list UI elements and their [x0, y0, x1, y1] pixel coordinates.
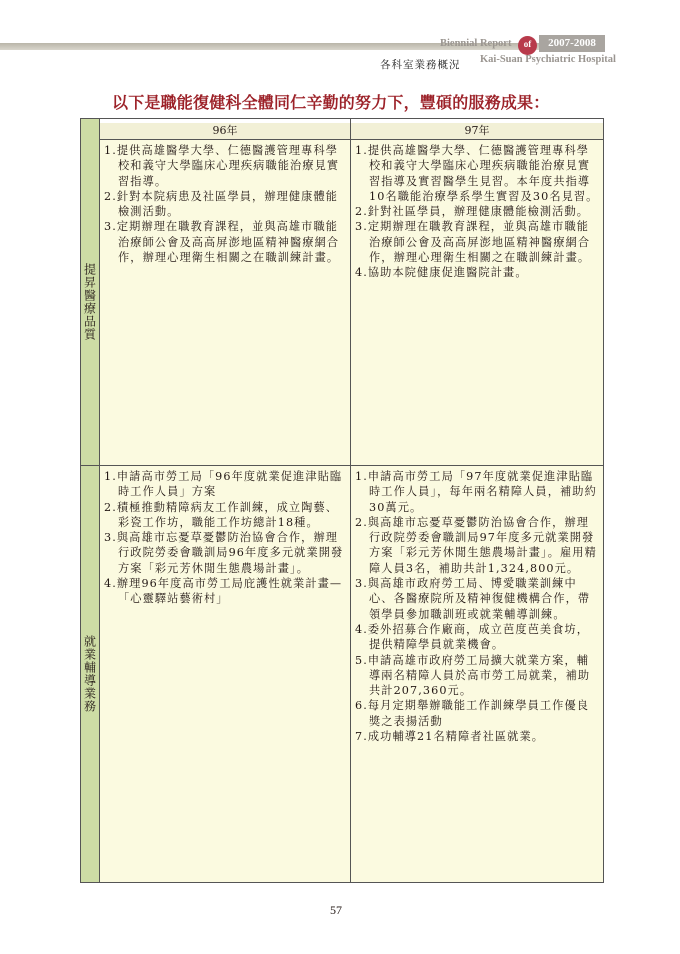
column-header-97: 97年 — [351, 123, 603, 140]
grid-line — [99, 119, 100, 882]
list-item: 6.每月定期舉辦職能工作訓練學員工作優良獎之表揚活動 — [355, 699, 590, 728]
report-label: Biennial Report — [440, 38, 512, 49]
cell-quality-96 — [100, 140, 350, 465]
cell-employment-97 — [351, 466, 603, 882]
list-item: 2.針對社區學員，辦理健康體能檢測活動。 — [355, 205, 590, 219]
list-item: 7.成功輔導21名精障者社區就業。 — [355, 730, 545, 744]
list-item: 4.委外招募合作廠商，成立芭度芭美食坊，提供精障學員就業機會。 — [355, 622, 590, 652]
list-item: 2.與高雄市忘憂草憂鬱防治協會合作，辦理行政院勞委會職訓局97年度多元就業開發方案「彩元芳休閒生態農場計畫」。雇用精障人員3名，補助共計1,324,800元。 — [355, 515, 597, 575]
row-label-quality-column — [81, 123, 99, 465]
section-title: 各科室業務概況 — [380, 59, 461, 71]
row-label-employment-column — [81, 466, 99, 882]
list-item: 4.協助本院健康促進醫院計畫。 — [355, 266, 528, 280]
list-item: 3.與高雄市政府勞工局、博愛職業訓練中心、各醫療院所及精神復健機構合作，帶領學員參加職訓班或就業輔導訓練。 — [355, 577, 591, 621]
list-item: 3.定期辦理在職教育課程，並與高雄市職能治療師公會及高高屏澎地區精神醫療網合作，辦理心理衛生相關之在職訓練計畫。 — [355, 220, 591, 265]
report-of-badge: of — [518, 36, 537, 55]
service-results-table — [80, 118, 604, 883]
grid-line — [350, 119, 351, 882]
row-label-quality: 提昇醫療品質 — [82, 263, 97, 341]
page-headline: 以下是職能復健科全體同仁辛勤的努力下，豐碩的服務成果： — [112, 93, 550, 112]
list-item: 3.與高雄市忘憂草憂鬱防治協會合作，辦理行政院勞委會職訓局96年度多元就業開發方案「彩元芳休閒生態農場計畫」。 — [104, 531, 344, 575]
list-item: 2.積極推動精障病友工作訓練，成立陶藝、彩瓷工作坊，職能工作坊總計18種。 — [104, 500, 339, 529]
grid-line — [81, 465, 99, 466]
list-item: 1.提供高雄醫學大學、仁德醫護管理專科學校和義守大學臨床心理疾病職能治療見實習指導及實習醫學生見習。本年度共指導10名職能治療學系學生實習及30名見習。 — [355, 144, 599, 203]
list-item: 2.針對本院病患及社區學員，辦理健康體能檢測活動。 — [104, 189, 339, 219]
list-item: 4.辦理96年度高市勞工局庇護性就業計畫—「心靈驛站藝術村」 — [104, 577, 343, 606]
cell-employment-96 — [100, 466, 350, 882]
list-item: 1.申請高市勞工局「96年度就業促進津貼臨時工作人員」方案 — [104, 470, 343, 499]
list-item: 1.提供高雄醫學大學、仁德醫護管理專科學校和義守大學臨床心理疾病職能治療見實習指導。 — [104, 144, 340, 188]
cell-quality-97 — [351, 140, 603, 465]
report-years: 2007-2008 — [539, 35, 605, 52]
column-header-96: 96年 — [100, 123, 350, 140]
row-label-employment: 就業輔導業務 — [82, 635, 97, 713]
grid-line — [99, 465, 603, 466]
hospital-name: Kai-Suan Psychiatric Hospital — [480, 54, 616, 65]
page-number: 57 — [330, 903, 342, 917]
list-item: 3.定期辦理在職教育課程，並與高雄市職能治療師公會及高高屏澎地區精神醫療網合作，辦理心理衛生相關之在職訓練計畫。 — [104, 220, 340, 265]
list-item: 1.申請高市勞工局「97年度就業促進津貼臨時工作人員」，每年兩名精障人員，補助約30萬元。 — [355, 470, 597, 514]
list-item: 5.申請高雄市政府勞工局擴大就業方案，輔導兩名精障人員於高市勞工局就業，補助共計207,360元。 — [355, 653, 591, 698]
